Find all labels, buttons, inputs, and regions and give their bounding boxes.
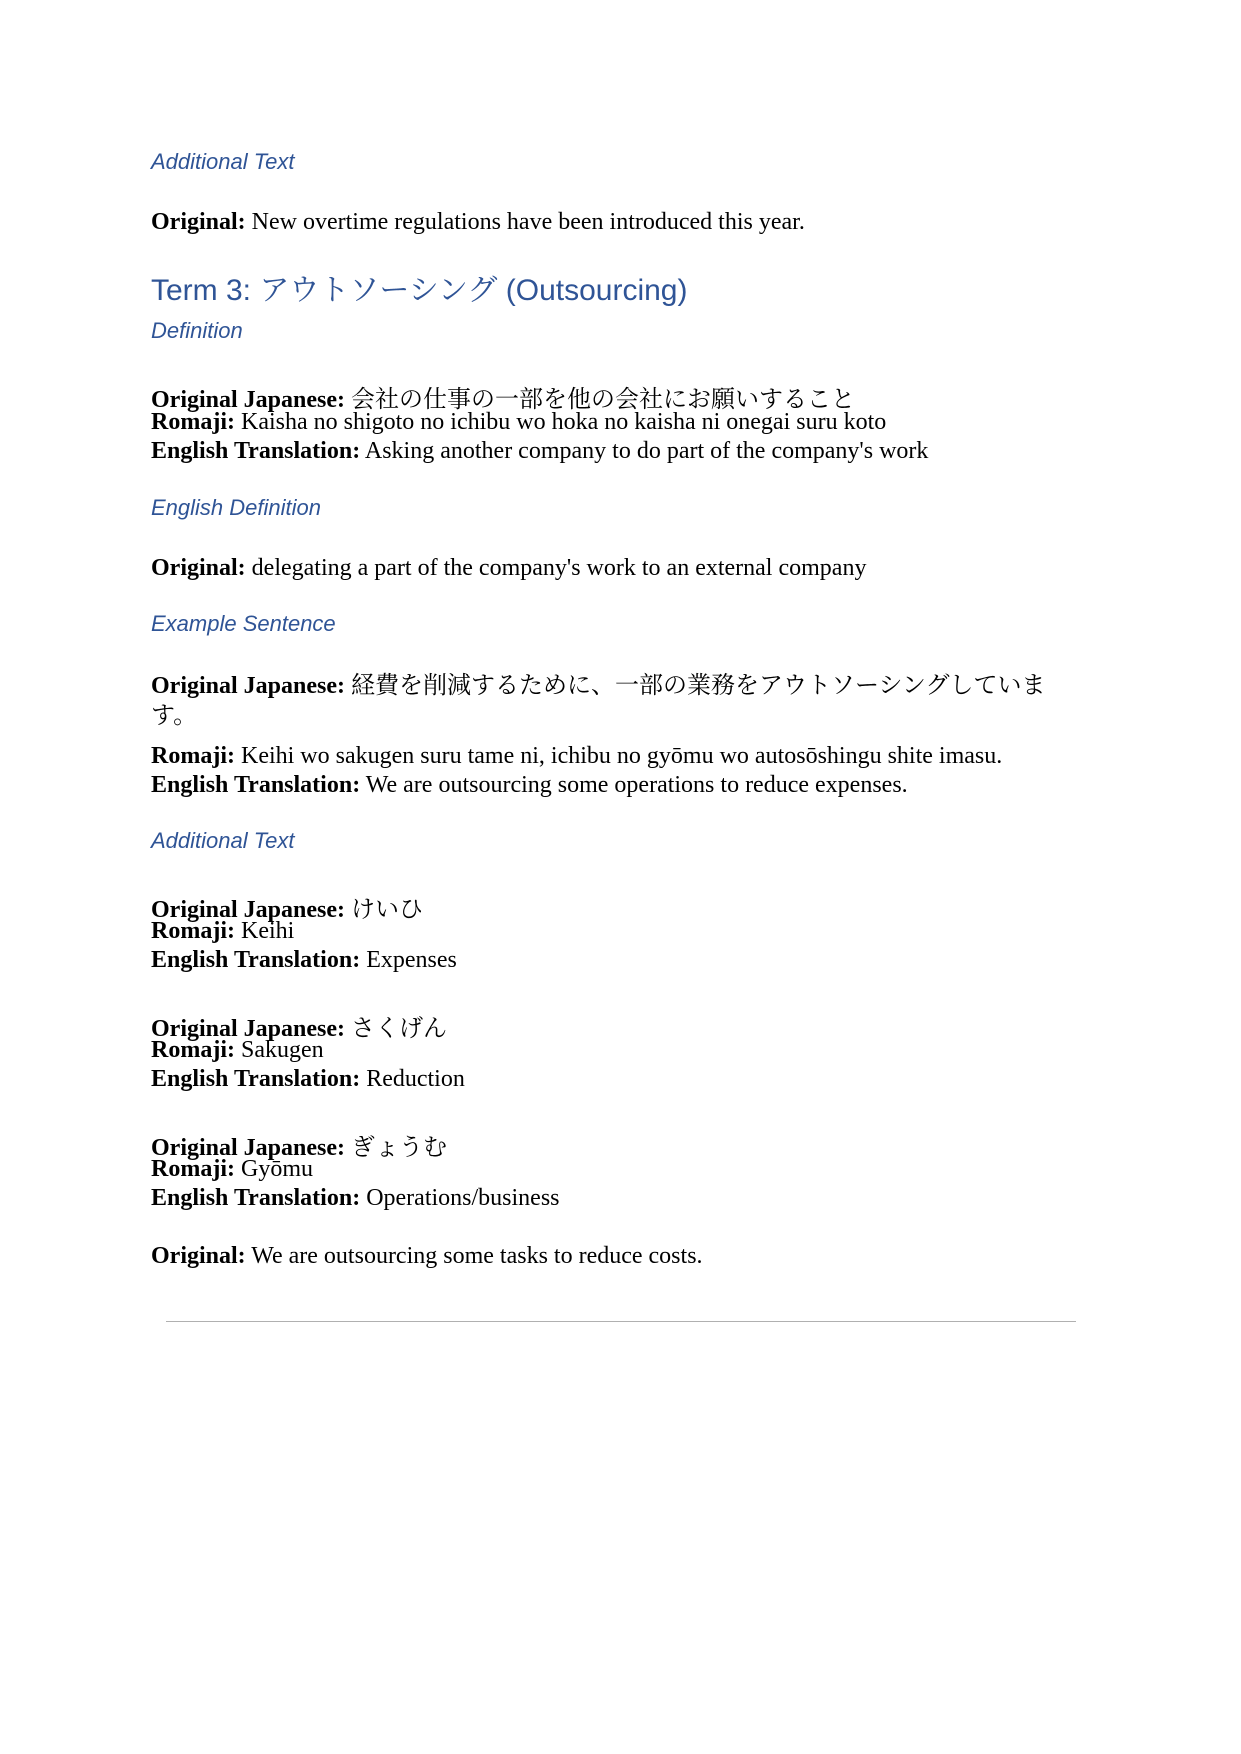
example-japanese-line [151, 671, 1091, 731]
romaji-label: Romaji: [151, 918, 235, 944]
english-label: English Translation: [151, 438, 361, 464]
additional-original-line [151, 1243, 703, 1270]
romaji-text: Keihi [240, 918, 295, 944]
english-text: Operations/business [366, 1185, 560, 1211]
romaji-label: Romaji: [151, 409, 235, 435]
vocab-romaji-line [151, 918, 294, 945]
vocab-romaji-line [151, 1156, 313, 1183]
romaji-label: Romaji: [151, 1037, 235, 1063]
additional-text-subhead: Additional Text [151, 828, 295, 853]
japanese-text: 会社の仕事の一部を他の会社にお願いすること [351, 387, 856, 413]
definition-english-line [151, 438, 928, 465]
vocab-romaji-line [151, 1037, 324, 1064]
japanese-label: Original Japanese: [151, 387, 346, 413]
original-label: Original: [151, 1243, 246, 1269]
english-label: English Translation: [151, 947, 361, 973]
romaji-label: Romaji: [151, 1156, 235, 1182]
english-text: Reduction [366, 1066, 465, 1092]
horizontal-rule [166, 1321, 1076, 1322]
japanese-label: Original Japanese: [151, 673, 346, 699]
japanese-label: Original Japanese: [151, 897, 346, 923]
original-line [151, 209, 805, 236]
japanese-text: けいひ [351, 897, 424, 923]
romaji-text: Kaisha no shigoto no ichibu wo hoka no kaisha ni onegai suru koto [240, 409, 887, 435]
additional-text-subhead: Additional Text [151, 149, 295, 174]
english-text: Expenses [366, 947, 457, 973]
vocab-english-line [151, 1066, 465, 1093]
english-label: English Translation: [151, 772, 361, 798]
english-text: Asking another company to do part of the company's work [364, 438, 929, 464]
romaji-text: Gyōmu [240, 1156, 313, 1182]
example-english-line [151, 772, 908, 799]
japanese-text: ぎょうむ [351, 1135, 448, 1161]
example-sentence-subhead: Example Sentence [151, 611, 336, 636]
japanese-text: さくげん [351, 1016, 448, 1042]
romaji-text: Keihi wo sakugen suru tame ni, ichibu no gyōmu wo autosōshingu shite imasu. [240, 743, 1003, 769]
vocab-english-line [151, 1185, 560, 1212]
english-text: We are outsourcing some operations to reduce expenses. [365, 772, 908, 798]
original-label: Original: [151, 555, 246, 581]
original-text: delegating a part of the company's work to an external company [251, 555, 867, 581]
japanese-label: Original Japanese: [151, 1135, 346, 1161]
original-text: New overtime regulations have been introduced this year. [251, 209, 805, 235]
example-romaji-line [151, 743, 1002, 770]
original-text: We are outsourcing some tasks to reduce costs. [251, 1243, 703, 1269]
original-label: Original: [151, 209, 246, 235]
vocab-english-line [151, 947, 457, 974]
english-definition-subhead: English Definition [151, 495, 321, 520]
romaji-text: Sakugen [240, 1037, 324, 1063]
term-heading: Term 3: アウトソーシング (Outsourcing) [151, 274, 688, 307]
definition-romaji-line [151, 409, 886, 436]
english-label: English Translation: [151, 1185, 361, 1211]
japanese-label: Original Japanese: [151, 1016, 346, 1042]
english-label: English Translation: [151, 1066, 361, 1092]
definition-subhead: Definition [151, 318, 243, 343]
romaji-label: Romaji: [151, 743, 235, 769]
english-definition-line [151, 555, 866, 582]
japanese-text: 経費を削減するために、一部の業務をアウトソーシングしています。 [151, 673, 1046, 729]
